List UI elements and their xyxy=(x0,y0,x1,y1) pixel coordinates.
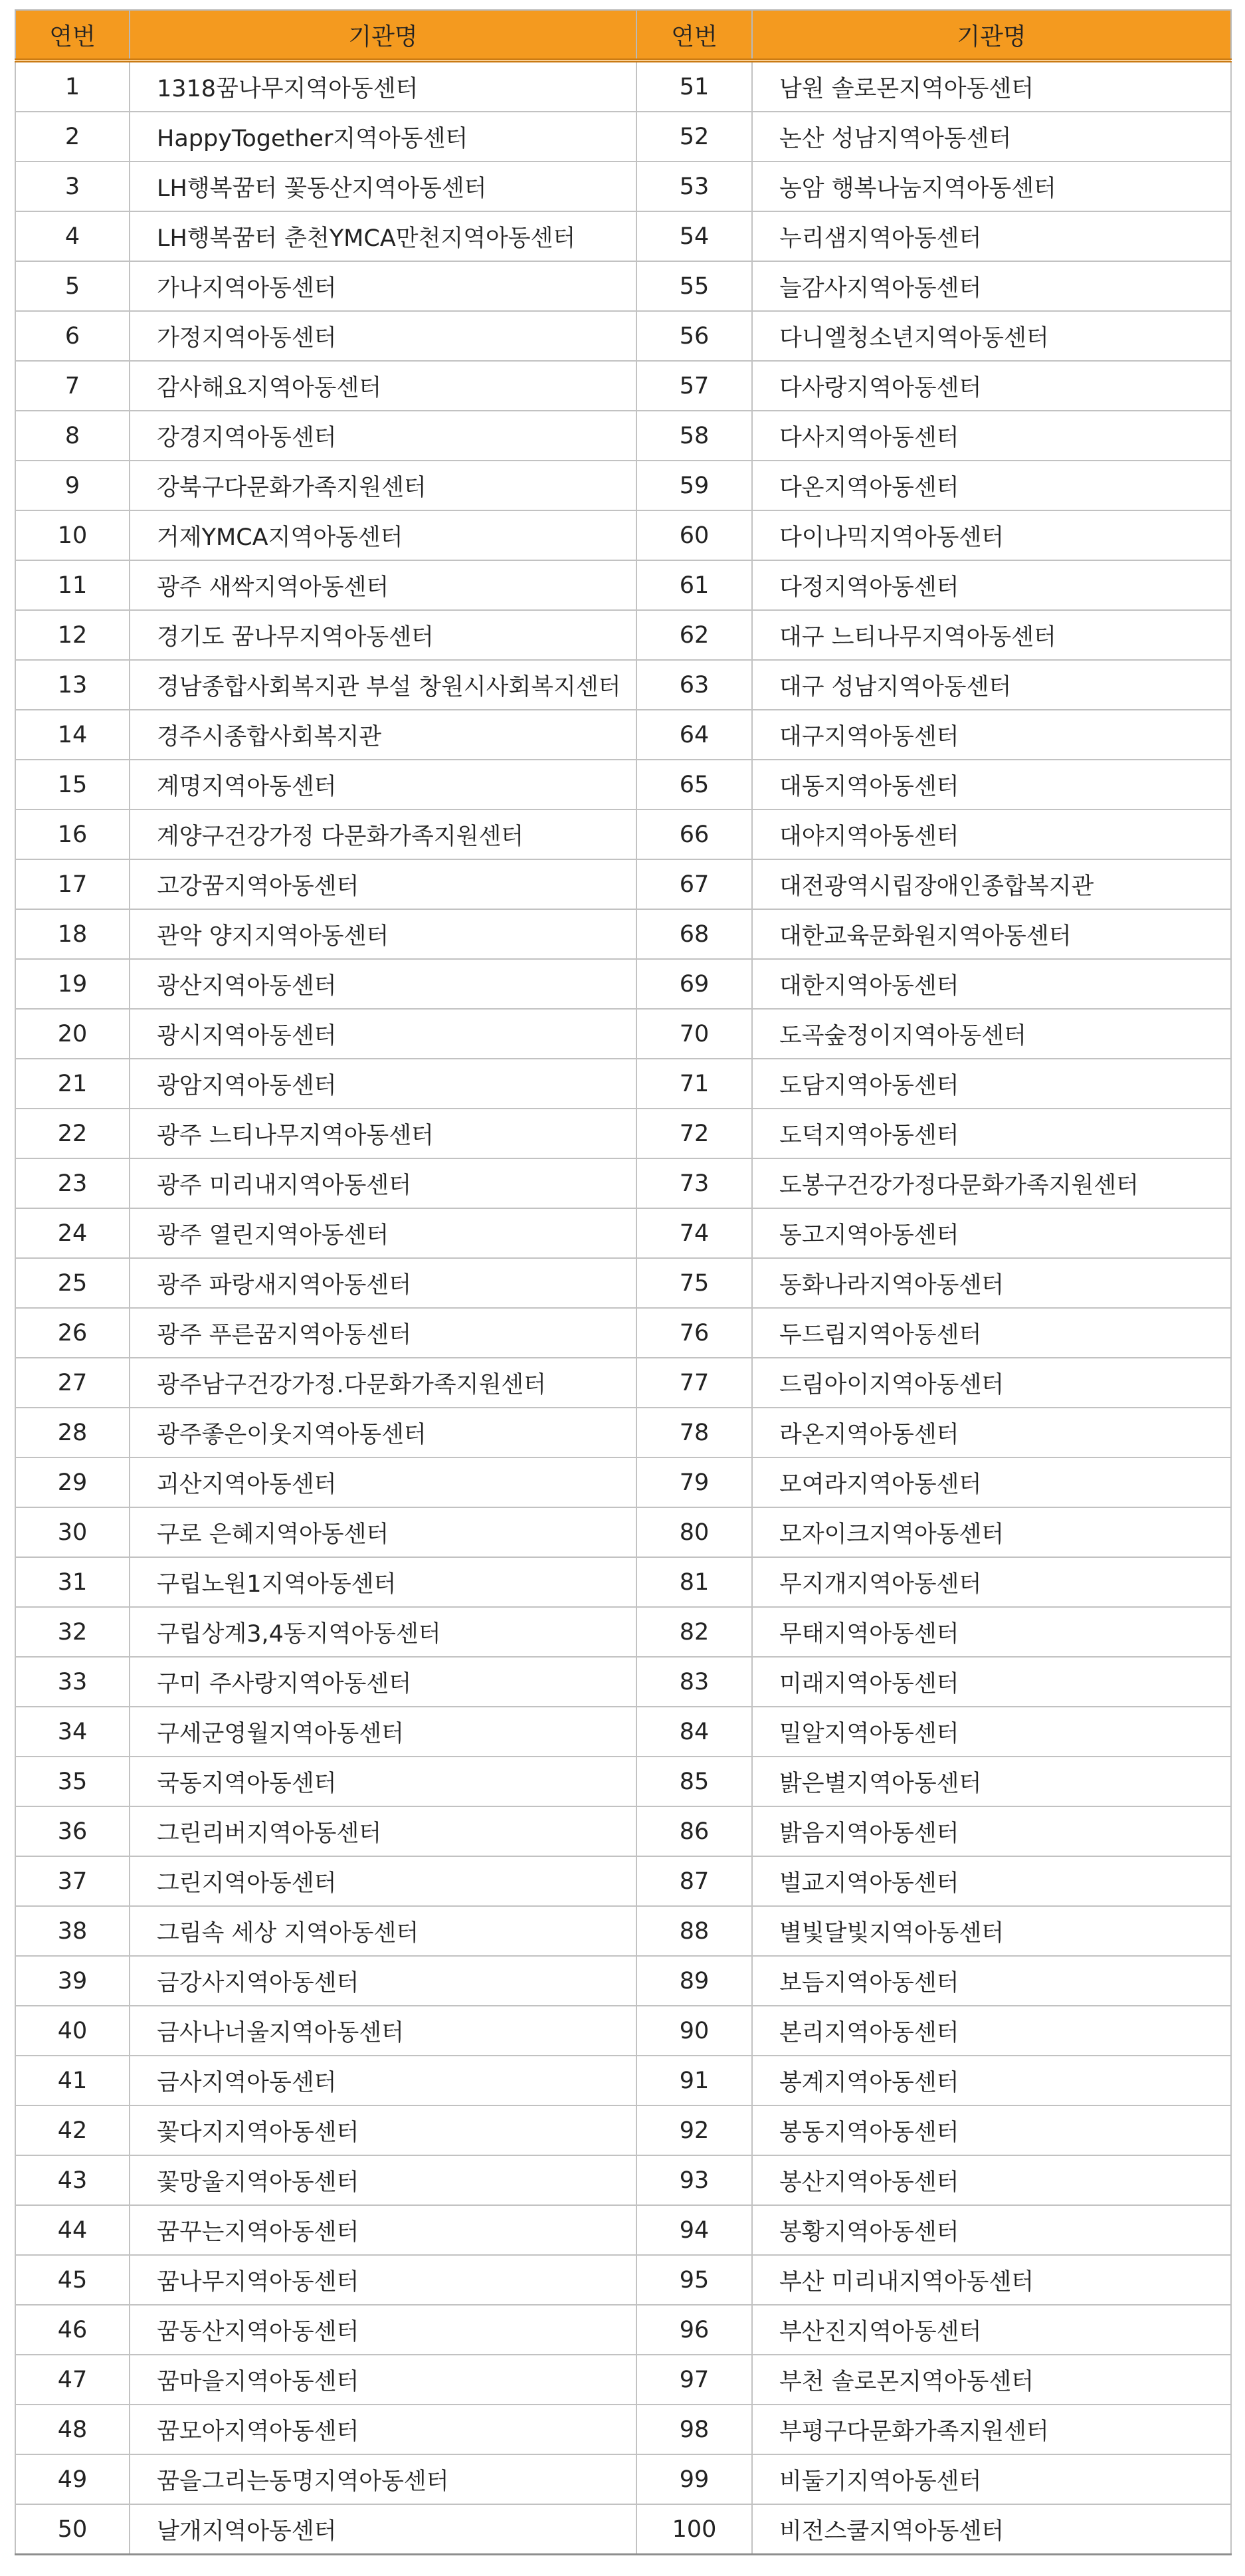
institution-name-cell-right: 도덕지역아동센터 xyxy=(752,1109,1231,1158)
table-row xyxy=(15,112,1231,161)
serial-cell-left: 20 xyxy=(15,1009,130,1059)
serial-cell-left: 18 xyxy=(15,909,130,959)
institution-name-cell-right: 대동지역아동센터 xyxy=(752,760,1231,809)
serial-cell-left: 48 xyxy=(15,2405,130,2454)
serial-cell-right: 97 xyxy=(636,2355,752,2405)
institution-name-cell-right: 무태지역아동센터 xyxy=(752,1607,1231,1657)
institution-name-cell-right: 밀알지역아동센터 xyxy=(752,1707,1231,1757)
serial-cell-right: 57 xyxy=(636,361,752,411)
serial-cell-right: 69 xyxy=(636,959,752,1009)
serial-cell-right: 62 xyxy=(636,610,752,660)
serial-cell-left: 24 xyxy=(15,1208,130,1258)
institution-name-cell-left: 구립노원1지역아동센터 xyxy=(130,1557,636,1607)
institution-name-cell-left: LH행복꿈터 춘천YMCA만천지역아동센터 xyxy=(130,211,636,261)
institution-name-cell-left: 고강꿈지역아동센터 xyxy=(130,859,636,909)
serial-cell-right: 68 xyxy=(636,909,752,959)
serial-cell-right: 75 xyxy=(636,1258,752,1308)
serial-cell-right: 84 xyxy=(636,1707,752,1757)
table-row xyxy=(15,660,1231,710)
serial-cell-right: 86 xyxy=(636,1806,752,1856)
table-row xyxy=(15,2155,1231,2205)
institution-name-cell-left: 광암지역아동센터 xyxy=(130,1059,636,1109)
table-row xyxy=(15,2205,1231,2255)
serial-cell-right: 61 xyxy=(636,560,752,610)
institution-name-cell-right: 대야지역아동센터 xyxy=(752,809,1231,859)
serial-cell-left: 4 xyxy=(15,211,130,261)
serial-cell-right: 89 xyxy=(636,1956,752,2006)
serial-cell-left: 49 xyxy=(15,2454,130,2504)
institution-name-cell-left: 그린지역아동센터 xyxy=(130,1856,636,1906)
serial-cell-right: 95 xyxy=(636,2255,752,2305)
institution-name-cell-right: 드림아이지역아동센터 xyxy=(752,1358,1231,1408)
serial-cell-left: 40 xyxy=(15,2006,130,2056)
institution-name-cell-left: 광주좋은이웃지역아동센터 xyxy=(130,1408,636,1457)
table-row xyxy=(15,2255,1231,2305)
institution-name-cell-left: 광주 파랑새지역아동센터 xyxy=(130,1258,636,1308)
institution-name-cell-right: 대구지역아동센터 xyxy=(752,710,1231,760)
serial-cell-left: 13 xyxy=(15,660,130,710)
header-serial-right: 연번 xyxy=(636,10,752,60)
institution-name-cell-left: 그림속 세상 지역아동센터 xyxy=(130,1906,636,1956)
table-row xyxy=(15,2056,1231,2105)
institution-name-cell-right: 논산 성남지역아동센터 xyxy=(752,112,1231,161)
table-row xyxy=(15,2454,1231,2504)
serial-cell-left: 5 xyxy=(15,261,130,311)
institution-name-cell-left: 구세군영월지역아동센터 xyxy=(130,1707,636,1757)
header-row xyxy=(15,10,1231,60)
serial-cell-right: 87 xyxy=(636,1856,752,1906)
institution-name-cell-right: 밝음지역아동센터 xyxy=(752,1806,1231,1856)
institution-name-cell-right: 대한교육문화원지역아동센터 xyxy=(752,909,1231,959)
header-institution-right: 기관명 xyxy=(752,10,1231,60)
table-row xyxy=(15,2405,1231,2454)
institution-name-cell-right: 보듬지역아동센터 xyxy=(752,1956,1231,2006)
institution-name-cell-right: 모여라지역아동센터 xyxy=(752,1457,1231,1507)
serial-cell-right: 76 xyxy=(636,1308,752,1358)
table-row xyxy=(15,60,1231,112)
serial-cell-right: 71 xyxy=(636,1059,752,1109)
institution-name-cell-left: 꽃다지지역아동센터 xyxy=(130,2105,636,2155)
table-row xyxy=(15,1358,1231,1408)
institution-name-cell-left: 강경지역아동센터 xyxy=(130,411,636,461)
serial-cell-right: 79 xyxy=(636,1457,752,1507)
institution-name-cell-right: 대한지역아동센터 xyxy=(752,959,1231,1009)
institution-name-cell-left: 꽃망울지역아동센터 xyxy=(130,2155,636,2205)
table-row xyxy=(15,710,1231,760)
table-row xyxy=(15,1059,1231,1109)
institution-name-cell-right: 봉계지역아동센터 xyxy=(752,2056,1231,2105)
institution-name-cell-left: 광주 푸른꿈지역아동센터 xyxy=(130,1308,636,1358)
serial-cell-right: 55 xyxy=(636,261,752,311)
institution-name-cell-right: 대전광역시립장애인종합복지관 xyxy=(752,859,1231,909)
serial-cell-right: 56 xyxy=(636,311,752,361)
institution-name-cell-left: 그린리버지역아동센터 xyxy=(130,1806,636,1856)
serial-cell-left: 23 xyxy=(15,1158,130,1208)
serial-cell-left: 43 xyxy=(15,2155,130,2205)
table-row xyxy=(15,1208,1231,1258)
table-row xyxy=(15,1856,1231,1906)
institution-name-cell-left: 구립상계3,4동지역아동센터 xyxy=(130,1607,636,1657)
serial-cell-right: 94 xyxy=(636,2205,752,2255)
institution-name-cell-left: 괴산지역아동센터 xyxy=(130,1457,636,1507)
table-row xyxy=(15,2105,1231,2155)
table-row xyxy=(15,959,1231,1009)
institution-name-cell-left: 날개지역아동센터 xyxy=(130,2504,636,2555)
institution-name-cell-left: 계양구건강가정 다문화가족지원센터 xyxy=(130,809,636,859)
institution-table xyxy=(15,9,1232,2555)
institution-name-cell-right: 다니엘청소년지역아동센터 xyxy=(752,311,1231,361)
serial-cell-right: 77 xyxy=(636,1358,752,1408)
serial-cell-right: 92 xyxy=(636,2105,752,2155)
serial-cell-left: 26 xyxy=(15,1308,130,1358)
table-row xyxy=(15,1457,1231,1507)
serial-cell-right: 88 xyxy=(636,1906,752,1956)
institution-name-cell-right: 별빛달빛지역아동센터 xyxy=(752,1906,1231,1956)
serial-cell-right: 96 xyxy=(636,2305,752,2355)
table-row xyxy=(15,1507,1231,1557)
serial-cell-left: 34 xyxy=(15,1707,130,1757)
institution-name-cell-right: 본리지역아동센터 xyxy=(752,2006,1231,2056)
institution-name-cell-right: 늘감사지역아동센터 xyxy=(752,261,1231,311)
institution-name-cell-right: 비전스쿨지역아동센터 xyxy=(752,2504,1231,2555)
serial-cell-right: 90 xyxy=(636,2006,752,2056)
serial-cell-left: 7 xyxy=(15,361,130,411)
table-row xyxy=(15,411,1231,461)
serial-cell-right: 67 xyxy=(636,859,752,909)
table-row xyxy=(15,1956,1231,2006)
institution-name-cell-left: 광주 느티나무지역아동센터 xyxy=(130,1109,636,1158)
table-row xyxy=(15,560,1231,610)
institution-name-cell-right: 벌교지역아동센터 xyxy=(752,1856,1231,1906)
serial-cell-right: 99 xyxy=(636,2454,752,2504)
institution-name-cell-right: 도담지역아동센터 xyxy=(752,1059,1231,1109)
institution-name-cell-left: 광시지역아동센터 xyxy=(130,1009,636,1059)
serial-cell-right: 58 xyxy=(636,411,752,461)
institution-name-cell-right: 동화나라지역아동센터 xyxy=(752,1258,1231,1308)
institution-name-cell-right: 농암 행복나눔지역아동센터 xyxy=(752,161,1231,211)
serial-cell-left: 32 xyxy=(15,1607,130,1657)
table-row xyxy=(15,1009,1231,1059)
serial-cell-left: 6 xyxy=(15,311,130,361)
table-row xyxy=(15,2355,1231,2405)
institution-name-cell-left: 꿈동산지역아동센터 xyxy=(130,2305,636,2355)
institution-name-cell-right: 비둘기지역아동센터 xyxy=(752,2454,1231,2504)
institution-name-cell-left: 금사나너울지역아동센터 xyxy=(130,2006,636,2056)
serial-cell-left: 11 xyxy=(15,560,130,610)
serial-cell-left: 28 xyxy=(15,1408,130,1457)
serial-cell-right: 73 xyxy=(636,1158,752,1208)
table-row xyxy=(15,1308,1231,1358)
institution-name-cell-right: 다사랑지역아동센터 xyxy=(752,361,1231,411)
serial-cell-right: 82 xyxy=(636,1607,752,1657)
institution-name-cell-right: 봉동지역아동센터 xyxy=(752,2105,1231,2155)
serial-cell-right: 51 xyxy=(636,60,752,112)
table-row xyxy=(15,1757,1231,1806)
table-body xyxy=(15,60,1231,2555)
table-row xyxy=(15,361,1231,411)
serial-cell-left: 15 xyxy=(15,760,130,809)
serial-cell-left: 12 xyxy=(15,610,130,660)
serial-cell-right: 59 xyxy=(636,461,752,510)
table-header xyxy=(15,10,1231,60)
institution-name-cell-right: 부평구다문화가족지원센터 xyxy=(752,2405,1231,2454)
institution-name-cell-right: 다정지역아동센터 xyxy=(752,560,1231,610)
institution-name-cell-left: 가정지역아동센터 xyxy=(130,311,636,361)
institution-name-cell-right: 모자이크지역아동센터 xyxy=(752,1507,1231,1557)
serial-cell-left: 19 xyxy=(15,959,130,1009)
institution-name-cell-right: 대구 느티나무지역아동센터 xyxy=(752,610,1231,660)
serial-cell-left: 17 xyxy=(15,859,130,909)
serial-cell-right: 60 xyxy=(636,510,752,560)
serial-cell-left: 9 xyxy=(15,461,130,510)
serial-cell-right: 83 xyxy=(636,1657,752,1707)
table-row xyxy=(15,261,1231,311)
institution-name-cell-left: 광주 미리내지역아동센터 xyxy=(130,1158,636,1208)
serial-cell-left: 45 xyxy=(15,2255,130,2305)
table-row xyxy=(15,1158,1231,1208)
serial-cell-left: 29 xyxy=(15,1457,130,1507)
institution-name-cell-right: 밝은별지역아동센터 xyxy=(752,1757,1231,1806)
serial-cell-left: 1 xyxy=(15,60,130,112)
institution-name-cell-left: 광주 새싹지역아동센터 xyxy=(130,560,636,610)
serial-cell-left: 42 xyxy=(15,2105,130,2155)
serial-cell-right: 65 xyxy=(636,760,752,809)
institution-name-cell-right: 다온지역아동센터 xyxy=(752,461,1231,510)
serial-cell-left: 8 xyxy=(15,411,130,461)
table-row xyxy=(15,760,1231,809)
serial-cell-right: 85 xyxy=(636,1757,752,1806)
institution-name-cell-right: 다이나믹지역아동센터 xyxy=(752,510,1231,560)
institution-name-cell-right: 다사지역아동센터 xyxy=(752,411,1231,461)
serial-cell-right: 53 xyxy=(636,161,752,211)
institution-name-cell-left: 경주시종합사회복지관 xyxy=(130,710,636,760)
institution-name-cell-left: 계명지역아동센터 xyxy=(130,760,636,809)
serial-cell-left: 46 xyxy=(15,2305,130,2355)
serial-cell-left: 22 xyxy=(15,1109,130,1158)
serial-cell-left: 44 xyxy=(15,2205,130,2255)
institution-name-cell-left: LH행복꿈터 꽃동산지역아동센터 xyxy=(130,161,636,211)
institution-name-cell-left: 관악 양지지역아동센터 xyxy=(130,909,636,959)
serial-cell-right: 70 xyxy=(636,1009,752,1059)
header-serial-left: 연번 xyxy=(15,10,130,60)
institution-name-cell-left: 구미 주사랑지역아동센터 xyxy=(130,1657,636,1707)
institution-name-cell-left: 꿈모아지역아동센터 xyxy=(130,2405,636,2454)
table-row xyxy=(15,909,1231,959)
institution-name-cell-left: 거제YMCA지역아동센터 xyxy=(130,510,636,560)
institution-table-container xyxy=(15,9,1230,2555)
institution-name-cell-right: 부산 미리내지역아동센터 xyxy=(752,2255,1231,2305)
institution-name-cell-right: 미래지역아동센터 xyxy=(752,1657,1231,1707)
table-row xyxy=(15,809,1231,859)
serial-cell-right: 78 xyxy=(636,1408,752,1457)
institution-name-cell-left: 구로 은혜지역아동센터 xyxy=(130,1507,636,1557)
serial-cell-right: 98 xyxy=(636,2405,752,2454)
table-row xyxy=(15,161,1231,211)
institution-name-cell-left: 금강사지역아동센터 xyxy=(130,1956,636,2006)
serial-cell-left: 16 xyxy=(15,809,130,859)
institution-name-cell-left: 광주 열린지역아동센터 xyxy=(130,1208,636,1258)
serial-cell-right: 52 xyxy=(636,112,752,161)
table-row xyxy=(15,1707,1231,1757)
serial-cell-left: 30 xyxy=(15,1507,130,1557)
serial-cell-right: 66 xyxy=(636,809,752,859)
table-row xyxy=(15,1657,1231,1707)
serial-cell-right: 54 xyxy=(636,211,752,261)
institution-name-cell-right: 라온지역아동센터 xyxy=(752,1408,1231,1457)
serial-cell-left: 27 xyxy=(15,1358,130,1408)
institution-name-cell-right: 두드림지역아동센터 xyxy=(752,1308,1231,1358)
institution-name-cell-left: HappyTogether지역아동센터 xyxy=(130,112,636,161)
serial-cell-right: 91 xyxy=(636,2056,752,2105)
institution-name-cell-right: 누리샘지역아동센터 xyxy=(752,211,1231,261)
institution-name-cell-left: 감사해요지역아동센터 xyxy=(130,361,636,411)
serial-cell-left: 41 xyxy=(15,2056,130,2105)
table-row xyxy=(15,461,1231,510)
serial-cell-left: 2 xyxy=(15,112,130,161)
institution-name-cell-left: 꿈마을지역아동센터 xyxy=(130,2355,636,2405)
table-row xyxy=(15,610,1231,660)
serial-cell-left: 37 xyxy=(15,1856,130,1906)
institution-name-cell-right: 부산진지역아동센터 xyxy=(752,2305,1231,2355)
institution-name-cell-left: 광산지역아동센터 xyxy=(130,959,636,1009)
institution-name-cell-left: 꿈꾸는지역아동센터 xyxy=(130,2205,636,2255)
table-row xyxy=(15,1258,1231,1308)
institution-name-cell-left: 광주남구건강가정.다문화가족지원센터 xyxy=(130,1358,636,1408)
serial-cell-right: 81 xyxy=(636,1557,752,1607)
serial-cell-left: 21 xyxy=(15,1059,130,1109)
serial-cell-left: 14 xyxy=(15,710,130,760)
institution-name-cell-left: 꿈을그리는동명지역아동센터 xyxy=(130,2454,636,2504)
serial-cell-right: 72 xyxy=(636,1109,752,1158)
serial-cell-left: 10 xyxy=(15,510,130,560)
serial-cell-left: 25 xyxy=(15,1258,130,1308)
institution-name-cell-right: 봉황지역아동센터 xyxy=(752,2205,1231,2255)
institution-name-cell-right: 봉산지역아동센터 xyxy=(752,2155,1231,2205)
table-row xyxy=(15,1906,1231,1956)
serial-cell-left: 3 xyxy=(15,161,130,211)
table-row xyxy=(15,1806,1231,1856)
institution-name-cell-right: 도곡숲정이지역아동센터 xyxy=(752,1009,1231,1059)
serial-cell-left: 47 xyxy=(15,2355,130,2405)
table-row xyxy=(15,1408,1231,1457)
serial-cell-left: 50 xyxy=(15,2504,130,2555)
table-row xyxy=(15,1557,1231,1607)
table-row xyxy=(15,1607,1231,1657)
serial-cell-left: 36 xyxy=(15,1806,130,1856)
institution-name-cell-right: 부천 솔로몬지역아동센터 xyxy=(752,2355,1231,2405)
institution-name-cell-right: 동고지역아동센터 xyxy=(752,1208,1231,1258)
institution-name-cell-left: 경기도 꿈나무지역아동센터 xyxy=(130,610,636,660)
institution-name-cell-left: 꿈나무지역아동센터 xyxy=(130,2255,636,2305)
table-row xyxy=(15,211,1231,261)
institution-name-cell-right: 남원 솔로몬지역아동센터 xyxy=(752,60,1231,112)
serial-cell-left: 35 xyxy=(15,1757,130,1806)
institution-name-cell-left: 가나지역아동센터 xyxy=(130,261,636,311)
serial-cell-right: 93 xyxy=(636,2155,752,2205)
serial-cell-right: 63 xyxy=(636,660,752,710)
serial-cell-right: 100 xyxy=(636,2504,752,2555)
table-row xyxy=(15,859,1231,909)
institution-name-cell-right: 무지개지역아동센터 xyxy=(752,1557,1231,1607)
institution-name-cell-left: 강북구다문화가족지원센터 xyxy=(130,461,636,510)
institution-name-cell-left: 경남종합사회복지관 부설 창원시사회복지센터 xyxy=(130,660,636,710)
serial-cell-right: 80 xyxy=(636,1507,752,1557)
table-row xyxy=(15,311,1231,361)
institution-name-cell-left: 금사지역아동센터 xyxy=(130,2056,636,2105)
table-row xyxy=(15,2006,1231,2056)
institution-name-cell-right: 대구 성남지역아동센터 xyxy=(752,660,1231,710)
table-row xyxy=(15,2504,1231,2555)
institution-name-cell-right: 도봉구건강가정다문화가족지원센터 xyxy=(752,1158,1231,1208)
serial-cell-left: 39 xyxy=(15,1956,130,2006)
table-row xyxy=(15,1109,1231,1158)
institution-name-cell-left: 국동지역아동센터 xyxy=(130,1757,636,1806)
header-institution-left: 기관명 xyxy=(130,10,636,60)
serial-cell-right: 74 xyxy=(636,1208,752,1258)
serial-cell-left: 31 xyxy=(15,1557,130,1607)
serial-cell-left: 38 xyxy=(15,1906,130,1956)
serial-cell-left: 33 xyxy=(15,1657,130,1707)
table-row xyxy=(15,510,1231,560)
serial-cell-right: 64 xyxy=(636,710,752,760)
table-row xyxy=(15,2305,1231,2355)
institution-name-cell-left: 1318꿈나무지역아동센터 xyxy=(130,60,636,112)
